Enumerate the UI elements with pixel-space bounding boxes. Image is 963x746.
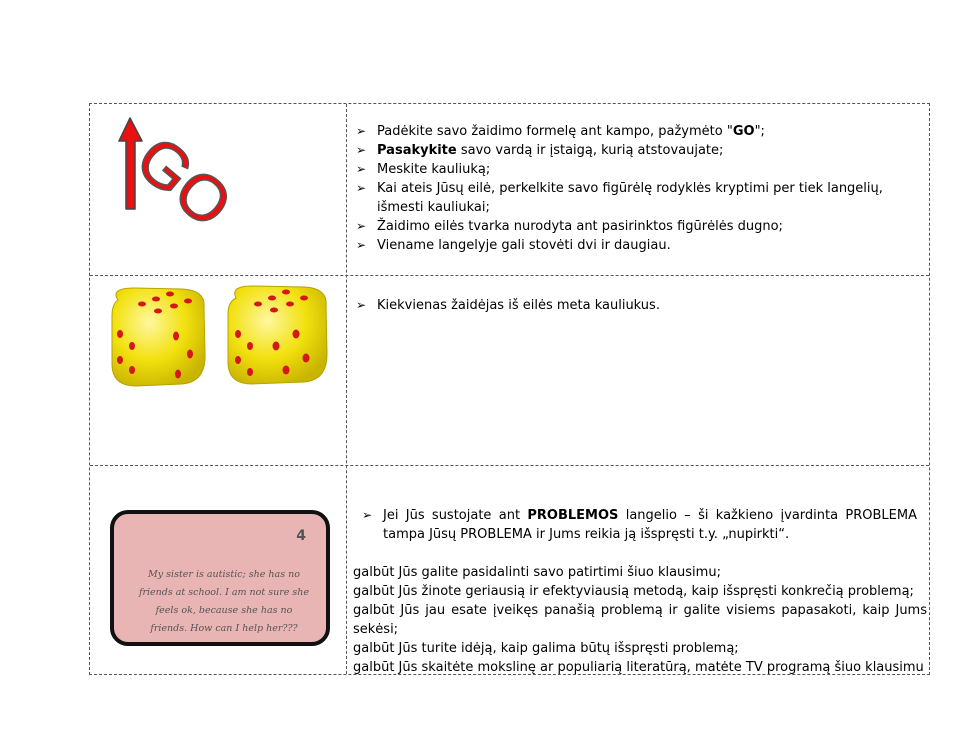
die-left (112, 288, 205, 386)
text-segment: Viename langelyje gali stovėti dvi ir daugiau. (377, 238, 671, 253)
text-segment: Meskite kauliuką; (377, 162, 491, 177)
card-number: 4 (296, 528, 306, 544)
dice-image-cell (90, 276, 346, 465)
instruction-item (347, 296, 929, 315)
go-image-cell (90, 104, 346, 275)
die-right (228, 286, 327, 384)
instruction-item (347, 141, 925, 160)
instruction-item (347, 236, 925, 255)
dice-bullet-list (347, 296, 929, 315)
instruction-item (347, 122, 925, 141)
suggestion-line: galbūt Jūs turite idėją, kaip galima būtų išspręsti problemą; (353, 641, 739, 656)
card-image-cell (90, 466, 346, 675)
instructions-table (89, 103, 930, 675)
instruction-item (347, 160, 925, 179)
suggestion-line: galbūt Jūs galite pasidalinti savo patirtimi šiuo klausimu; (353, 565, 721, 580)
problem-instructions (347, 506, 929, 677)
problem-card-icon (110, 510, 330, 646)
problem-suggestions (353, 563, 927, 677)
go-bullet-list (347, 122, 925, 255)
bold-text: GO (732, 124, 755, 139)
instruction-item (347, 217, 925, 236)
yellow-dice-icon (90, 276, 346, 465)
instruction-item (347, 179, 925, 217)
go-arrow-icon (90, 104, 346, 275)
suggestion-line: galbūt Jūs žinote geriausią ir efektyviausią metodą, kaip išspręsti konkrečią problemą; (353, 584, 914, 599)
text-segment: savo vardą ir įstaigą, kurią atstovaujate; (456, 143, 724, 158)
text-segment: Kai ateis Jūsų eilė, perkelkite savo figūrėlę rodyklės kryptimi per tiek langelių, išmesti kauliukai; (377, 181, 883, 215)
card-problem-text: My sister is autistic; she has no friends at school. I am not sure she feels ok, because she has no friends. How can I help her??? (138, 569, 310, 634)
text-segment: langelio – ši kažkieno įvardinta PROBLEMA tampa Jūsų PROBLEMA ir Jums reikia ją išspręsti t.y. „nupirkti“. (383, 508, 917, 542)
bold-text: PROBLEMOS (527, 508, 619, 523)
instruction-item (353, 506, 917, 544)
bold-text: Pasakykite (377, 143, 457, 158)
text-segment: Padėkite savo žaidimo formelę ant kampo, pažymėto " (377, 124, 733, 139)
dice-instructions (347, 296, 929, 315)
text-segment: Jei Jūs sustojate ant (383, 508, 528, 523)
suggestion-line: galbūt Jūs jau esate įveikęs panašią problemą ir galite visiems papasakoti, kaip Jums sekėsi; (353, 603, 927, 637)
go-logo-text: GO (122, 122, 246, 242)
text-segment: "; (754, 124, 765, 139)
suggestion-line: galbūt Jūs skaitėte mokslinę ar populiarią literatūrą, matėte TV programą šiuo klausimu (353, 660, 924, 675)
text-segment: Žaidimo eilės tvarka nurodyta ant pasirinktos figūrėlės dugno; (377, 219, 783, 234)
go-instructions (347, 122, 929, 255)
text-segment: Kiekvienas žaidėjas iš eilės meta kauliukus. (377, 298, 660, 313)
problem-bullet-list (353, 506, 917, 544)
